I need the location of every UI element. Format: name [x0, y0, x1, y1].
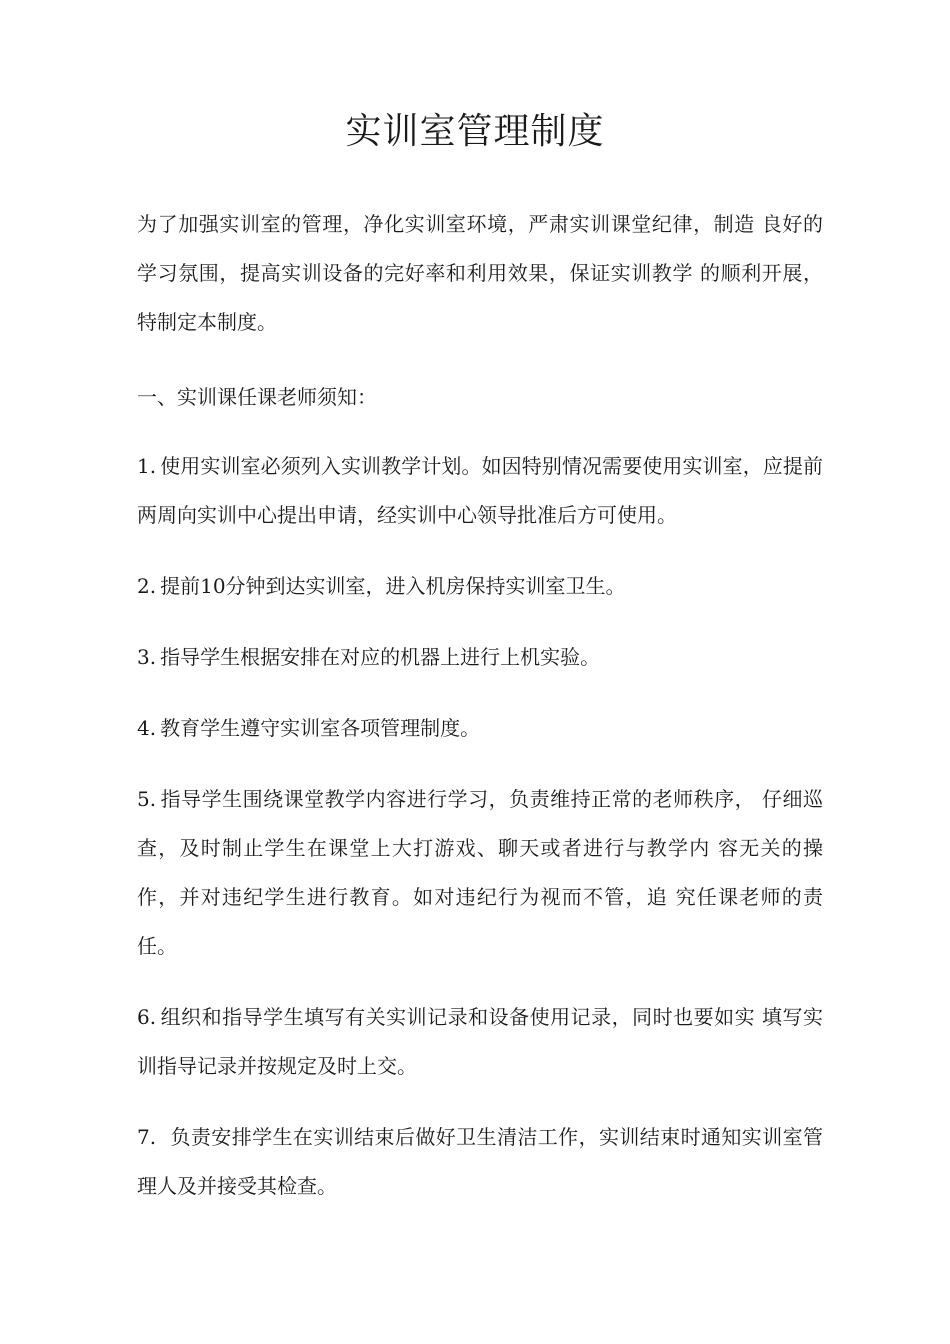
list-item [137, 1113, 823, 1211]
list-item [137, 633, 823, 682]
list-item [137, 775, 823, 971]
document-body [137, 200, 823, 1233]
item-number: 4. [137, 716, 157, 740]
list-item [137, 704, 823, 753]
item-number: 6. [137, 1005, 157, 1029]
item-number: 2. [137, 574, 157, 598]
intro-paragraph: 为了加强实训室的管理，净化实训室环境，严肃实训课堂纪律，制造 良好的学习氛围，提高实训设备的完好率和利用效果，保证实训教学 的顺利开展，特制定本制度。 [137, 212, 823, 334]
item-text: 提前10分钟到达实训室，进入机房保持实训室卫生。 [160, 574, 626, 598]
list-item [137, 562, 823, 611]
item-number: 1. [137, 454, 157, 478]
item-text: 指导学生围绕课堂教学内容进行学习，负责维持正常的老师秩序， 仔细巡查，及时制止学生在课堂上大打游戏、聊天或者进行与教学内 容无关的操作，并对违纪学生进行教育。如对违纪行为视而不管，追 究任课老师的责任。 [137, 787, 823, 958]
item-text: 教育学生遵守实训室各项管理制度。 [160, 716, 481, 740]
list-item [137, 993, 823, 1091]
item-text: 指导学生根据安排在对应的机器上进行上机实验。 [160, 645, 601, 669]
item-number: 3. [137, 645, 157, 669]
section-heading: 一、实训课任课老师须知： [137, 385, 377, 409]
item-text: 使用实训室必须列入实训教学计划。如因特别情况需要使用实训室，应提前两周向实训中心提出申请，经实训中心领导批准后方可使用。 [137, 454, 823, 527]
item-number: 5. [137, 787, 157, 811]
item-text: 负责安排学生在实训结束后做好卫生清洁工作，实训结束时通知实训室管理人及并接受其检查。 [137, 1125, 823, 1198]
list-item [137, 442, 823, 540]
page-title: 实训室管理制度 [345, 111, 605, 152]
item-number: 7. [137, 1125, 157, 1149]
item-text: 组织和指导学生填写有关实训记录和设备使用记录，同时也要如实 填写实训指导记录并按规定及时上交。 [137, 1005, 823, 1078]
